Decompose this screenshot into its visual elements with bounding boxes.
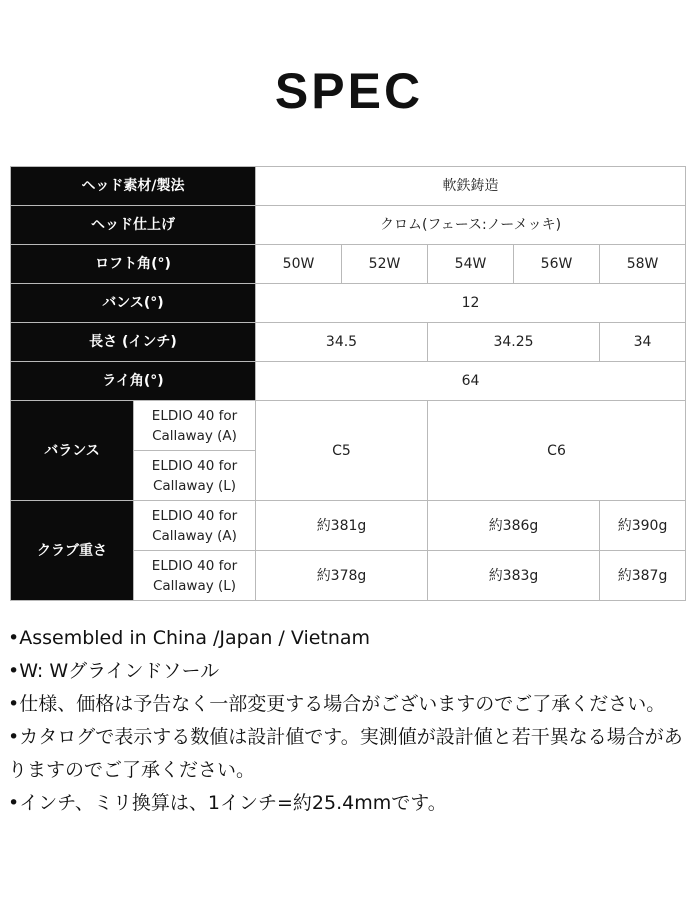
club-weight-value: 約378g xyxy=(256,551,428,601)
club-weight-shaft-l: ELDIO 40 for Callaway (L) xyxy=(134,551,256,601)
table-row xyxy=(11,206,686,245)
table-row xyxy=(11,245,686,284)
length-value: 34.25 xyxy=(428,323,600,362)
length-value: 34.5 xyxy=(256,323,428,362)
head-material-label: ヘッド素材/製法 xyxy=(11,167,256,206)
table-row xyxy=(11,284,686,323)
club-weight-value: 約387g xyxy=(600,551,686,601)
length-value: 34 xyxy=(600,323,686,362)
club-weight-shaft-a: ELDIO 40 for Callaway (A) xyxy=(134,501,256,551)
loft-value: 52W xyxy=(342,245,428,284)
table-row xyxy=(11,323,686,362)
club-weight-value: 約390g xyxy=(600,501,686,551)
balance-label: バランス xyxy=(11,401,134,501)
note-item: •仕様、価格は予告なく一部変更する場合がございますのでご了承ください。 xyxy=(8,693,666,715)
note-item: •W: Wグラインドソール xyxy=(8,660,220,682)
page-title: SPEC xyxy=(274,63,424,119)
club-weight-label: クラブ重さ xyxy=(11,501,134,601)
table-row xyxy=(11,167,686,206)
loft-value: 50W xyxy=(256,245,342,284)
length-label: 長さ (インチ) xyxy=(11,323,256,362)
club-weight-value: 約386g xyxy=(428,501,600,551)
note-item: •インチ、ミリ換算は、1インチ=約25.4mmです。 xyxy=(8,792,447,814)
bounce-label: バンス(°) xyxy=(11,284,256,323)
loft-label: ロフト角(°) xyxy=(11,245,256,284)
lie-value: 64 xyxy=(256,362,686,401)
balance-shaft-l: ELDIO 40 for Callaway (L) xyxy=(134,451,256,501)
head-finish-value: クロム(フェース:ノーメッキ) xyxy=(256,206,686,245)
spec-table xyxy=(10,166,686,601)
head-finish-label: ヘッド仕上げ xyxy=(11,206,256,245)
balance-shaft-a: ELDIO 40 for Callaway (A) xyxy=(134,401,256,451)
table-row xyxy=(11,362,686,401)
table-row xyxy=(11,401,686,451)
table-row xyxy=(11,501,686,551)
head-material-value: 軟鉄鋳造 xyxy=(256,167,686,206)
loft-value: 54W xyxy=(428,245,514,284)
loft-value: 56W xyxy=(514,245,600,284)
bounce-value: 12 xyxy=(256,284,686,323)
note-item: •Assembled in China /Japan / Vietnam xyxy=(8,627,371,649)
club-weight-value: 約381g xyxy=(256,501,428,551)
notes-list xyxy=(8,622,692,820)
club-weight-value: 約383g xyxy=(428,551,600,601)
balance-value: C5 xyxy=(256,401,428,501)
balance-value: C6 xyxy=(428,401,686,501)
loft-value: 58W xyxy=(600,245,686,284)
lie-label: ライ角(°) xyxy=(11,362,256,401)
note-item: •カタログで表示する数値は設計値です。実測値が設計値と若干異なる場合がありますのでご了承ください。 xyxy=(8,726,683,781)
